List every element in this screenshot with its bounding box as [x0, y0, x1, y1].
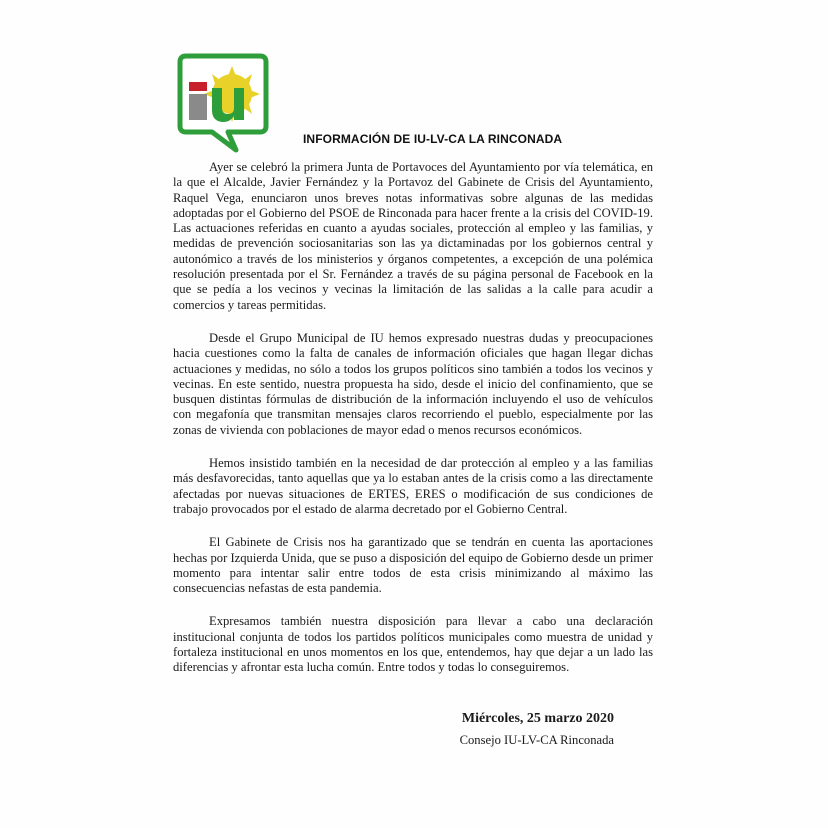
paragraph: Hemos insistido también en la necesidad de dar protección al empleo y a las familias más desfavorecidas, tanto aquellas que ya lo estaban antes de la crisis como a las directamente afectadas por nuevas situaciones de ERTES, ERES o modificación de sus condiciones de trabajo provocados por el estado de alarma decretado por el Gobierno Central. [173, 456, 653, 516]
signature-block [460, 710, 614, 749]
paragraph: Ayer se celebró la primera Junta de Portavoces del Ayuntamiento por vía telemática, en la que el Alcalde, Javier Fernández y la Portavoz del Gabinete de Crisis del Ayuntamiento, Raquel Vega, enunciaron unos breves notas informativas sobre algunas de las medidas adoptadas por el Gobierno del PSOE de Rinconada para hacer frente a la crisis del COVID-19. Las actuaciones referidas en cuanto a ayudas sociales, protección al empleo y las familias, y medidas de prevención sociosanitarias son las ya dictaminadas por los gobiernos central y autonómico a través de los ministerios y órganos competentes, a excepción de una polémica resolución presentada por el Sr. Fernández a través de su página personal de Facebook en la que se pedía a los vecinos y vecinas la limitación de las salidas a la calle para acudir a comercios y tareas permitidas. [173, 160, 653, 312]
iu-logo [172, 50, 272, 154]
signature-date: Miércoles, 25 marzo 2020 [461, 711, 614, 726]
document-title: INFORMACIÓN DE IU-LV-CA LA RINCONADA [303, 132, 563, 146]
signature-organization: Consejo IU-LV-CA Rinconada [459, 733, 614, 747]
paragraph: Expresamos también nuestra disposición para llevar a cabo una declaración institucional conjunta de todos los partidos políticos municipales como muestra de unidad y fortaleza institucional en unos momentos en los que, entendemos, hay que dejar a un lado las diferencias y afrontar esta lucha común. Entre todos y todas lo conseguiremos. [173, 614, 653, 675]
document-body [173, 160, 653, 694]
paragraph: Desde el Grupo Municipal de IU hemos expresado nuestras dudas y preocupaciones hacia cuestiones como la falta de canales de información oficiales que hagan llegar dichas actuaciones y medidas, no sólo a todos los grupos políticos sino también a todos los vecinos y vecinas. En este sentido, nuestra propuesta ha sido, desde el inicio del confinamiento, que se busquen distintas fórmulas de distribución de la información incluyendo el uso de vehículos con megafonía que transmitan mensajes claros recorriendo el pueblo, especialmente por las zonas de vivienda con poblaciones de mayor edad o menos recursos económicos. [173, 330, 653, 437]
paragraph: El Gabinete de Crisis nos ha garantizado que se tendrán en cuenta las aportaciones hechas por Izquierda Unida, que se puso a disposición del equipo de Gobierno desde un primer momento para intentar salir entre todos de esta crisis minimizando al máximo las consecuencias nefastas de esta pandemia. [173, 535, 653, 596]
